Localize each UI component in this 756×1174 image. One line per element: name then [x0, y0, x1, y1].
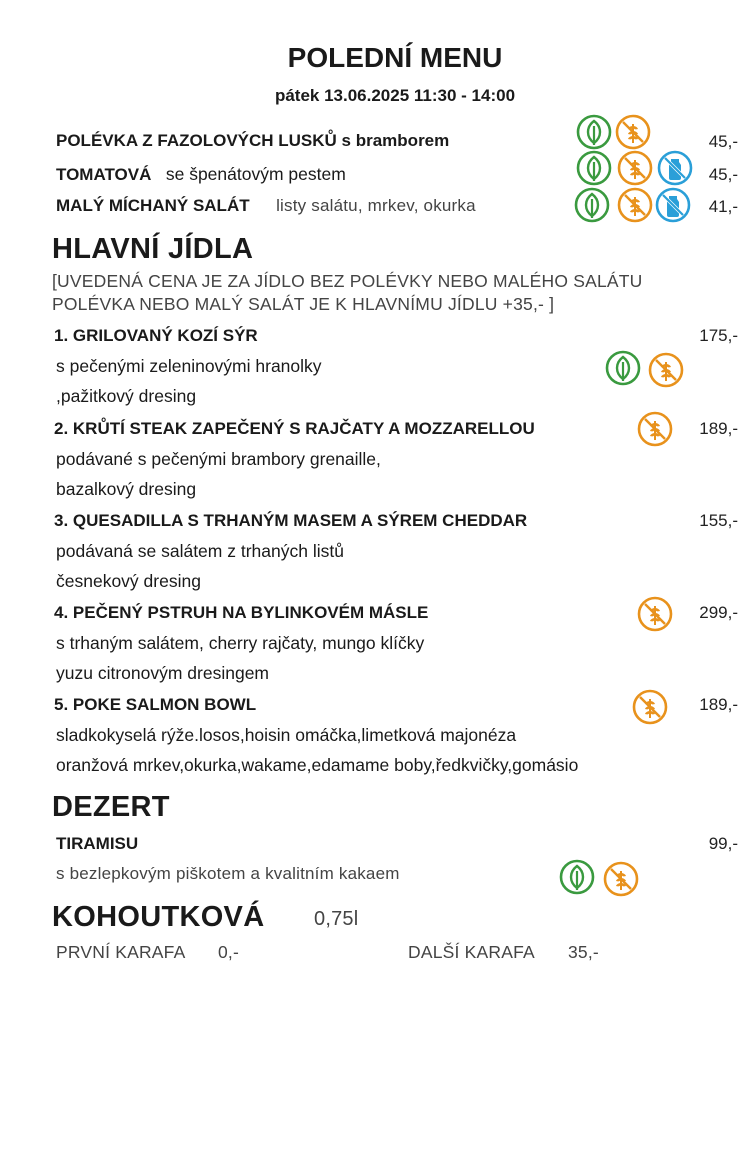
gluten-free-icon	[648, 352, 684, 388]
main-item-desc: sladkokyselá rýže.losos,hoisin omáčka,limetková majonéza	[56, 725, 517, 745]
gluten-free-icon	[603, 861, 639, 897]
tap-water-volume: 0,75l	[314, 908, 359, 930]
main-item-price: 155,-	[699, 511, 738, 530]
next-carafe-label: DALŠÍ KARAFA	[408, 942, 535, 962]
main-item-desc: ,pažitkový dresing	[56, 386, 197, 406]
main-item-name: 1. GRILOVANÝ KOZÍ SÝR	[54, 326, 258, 345]
gluten-free-icon	[615, 114, 651, 150]
first-carafe-label: PRVNÍ KARAFA	[56, 942, 186, 962]
soup-name: MALÝ MÍCHANÝ SALÁT	[56, 196, 250, 215]
vegetarian-leaf-icon	[576, 114, 612, 150]
main-item-name: 5. POKE SALMON BOWL	[54, 695, 257, 714]
gluten-free-icon	[637, 411, 673, 447]
dessert-price: 99,-	[708, 834, 738, 853]
section-heading-main: HLAVNÍ JÍDLA	[52, 233, 254, 265]
soup-row	[56, 164, 346, 185]
main-item-desc: s pečenými zeleninovými hranolky	[56, 356, 322, 376]
main-item-desc: s trhaným salátem, cherry rajčaty, mungo klíčky	[56, 633, 425, 653]
gluten-free-icon	[637, 596, 673, 632]
date-time-line: pátek 13.06.2025 11:30 - 14:00	[274, 86, 516, 105]
main-note-line: POLÉVKA NEBO MALÝ SALÁT JE K HLAVNÍMU JÍDLU +35,- ]	[52, 294, 555, 314]
main-item-price: 299,-	[699, 603, 738, 622]
dessert-name: TIRAMISU	[56, 834, 139, 853]
soup-desc: s bramborem	[336, 131, 450, 150]
main-item-desc: bazalkový dresing	[56, 479, 197, 499]
soup-name: POLÉVKA Z FAZOLOVÝCH LUSKŮ	[56, 131, 337, 150]
main-item-name: 2. KRŮTÍ STEAK ZAPEČENÝ S RAJČATY A MOZZARELLOU	[54, 419, 535, 438]
main-item-name: 4. PEČENÝ PSTRUH NA BYLINKOVÉM MÁSLE	[54, 603, 429, 622]
soup-name: TOMATOVÁ	[56, 165, 152, 184]
gluten-free-icon	[617, 150, 653, 186]
soup-price: 41,-	[708, 197, 738, 216]
soup-desc: se špenátovým pestem	[165, 164, 346, 184]
dessert-desc: s bezlepkovým piškotem a kvalitním kakaem	[56, 864, 400, 883]
soup-row	[56, 131, 449, 151]
main-item-price: 175,-	[699, 326, 738, 345]
vegetarian-leaf-icon	[559, 859, 595, 895]
next-carafe-price: 35,-	[568, 942, 599, 962]
main-item-desc: yuzu citronovým dresingem	[56, 663, 269, 683]
vegetarian-leaf-icon	[574, 187, 610, 223]
main-item-desc: podávané s pečenými brambory grenaille,	[56, 449, 381, 469]
main-item-price: 189,-	[699, 695, 738, 714]
vegetarian-leaf-icon	[605, 350, 641, 386]
main-item-desc: oranžová mrkev,okurka,wakame,edamame boby,ředkvičky,gomásio	[56, 755, 579, 775]
page-title: POLEDNÍ MENU	[287, 42, 503, 73]
soup-price: 45,-	[708, 165, 738, 184]
gluten-free-icon	[632, 689, 668, 725]
section-heading-tap-water: KOHOUTKOVÁ	[52, 901, 265, 933]
first-carafe-price: 0,-	[218, 942, 240, 962]
main-item-price: 189,-	[699, 419, 738, 438]
main-note-line: [UVEDENÁ CENA JE ZA JÍDLO BEZ POLÉVKY NEBO MALÉHO SALÁTU	[52, 271, 643, 291]
main-item-name: 3. QUESADILLA S TRHANÝM MASEM A SÝREM CHEDDAR	[54, 511, 528, 530]
soup-row	[56, 196, 476, 216]
main-item-desc: podávaná se salátem z trhaných listů	[56, 541, 344, 561]
gluten-free-icon	[617, 187, 653, 223]
vegetarian-leaf-icon	[576, 150, 612, 186]
soup-price: 45,-	[708, 132, 738, 151]
soup-desc: listy salátu, mrkev, okurka	[276, 196, 476, 215]
main-item-desc: česnekový dresing	[56, 571, 201, 591]
section-heading-dessert: DEZERT	[52, 791, 170, 823]
